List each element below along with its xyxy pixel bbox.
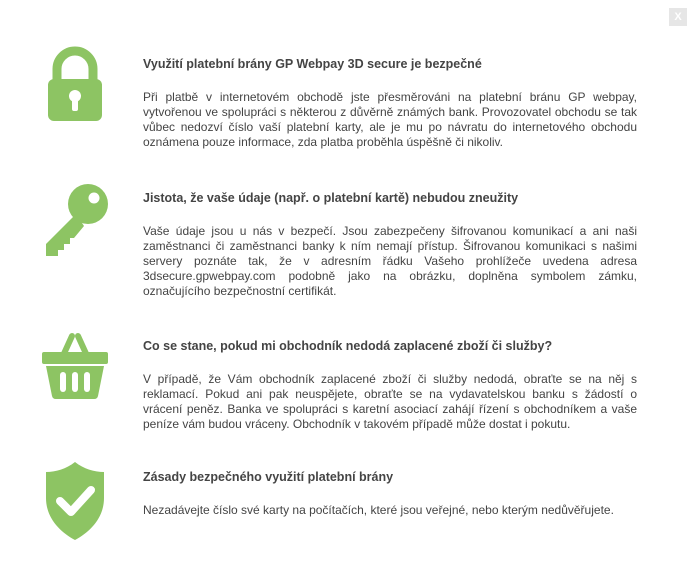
close-button[interactable]: X <box>669 8 687 26</box>
key-icon <box>40 180 110 260</box>
section-title: Využití platební brány GP Webpay 3D secure je bezpečné <box>143 57 482 71</box>
section-title: Zásady bezpečného využití platební brány <box>143 470 394 484</box>
section-title: Jistota, že vaše údaje (např. o platební kartě) nebudou zneužity <box>143 191 519 205</box>
section-body: Při platbě v internetovém obchodě jste přesměrováni na platební bránu GP webpay, vytvořenou ve spolupráci s některou z důvěrně známých bank. Provozovatel obchodu se tak vůbec nedozví číslo vaší platební karty, ale je mu po návratu do internetového obchodu oznámena pouze informace, zda platba proběhla úspěšně či nikoliv. <box>143 90 637 149</box>
basket-icon <box>40 330 110 410</box>
section-title: Co se stane, pokud mi obchodník nedodá zaplacené zboží či služby? <box>143 339 553 353</box>
section-body: V případě, že Vám obchodník zaplacené zboží či služby nedodá, obraťte se na něj s reklamací. Pokud ani pak neuspějete, obraťte se na vydavatelskou banku s žádostí o vrácení peněz. Banka ve spolupráci s karetní asociací zahájí řízení s obchodníkem a vaše peníze vám budou vráceny. Obchodník v takovém případě může dostat i pokutu. <box>143 372 637 431</box>
section-body: Vaše údaje jsou u nás v bezpečí. Jsou zabezpečeny šifrovanou komunikací a ani naši zaměstnanci či zaměstnanci banky k ním nemají přístup. Šifrovanou komunikaci s našimi servery poznáte tak, že v adresním řádku Vašeho prohlížeče uvedena adresa 3dsecure.gpwebpay.com podobně jako na obrázku, doplněna symbolem zámku, označujícího bezpečnostní certifikát. <box>143 224 637 298</box>
section-body: Nezadávejte číslo své karty na počítačích, které jsou veřejné, nebo kterým nedůvěřujete. <box>143 503 614 517</box>
shield-check-icon <box>40 460 110 540</box>
lock-icon <box>40 45 110 125</box>
